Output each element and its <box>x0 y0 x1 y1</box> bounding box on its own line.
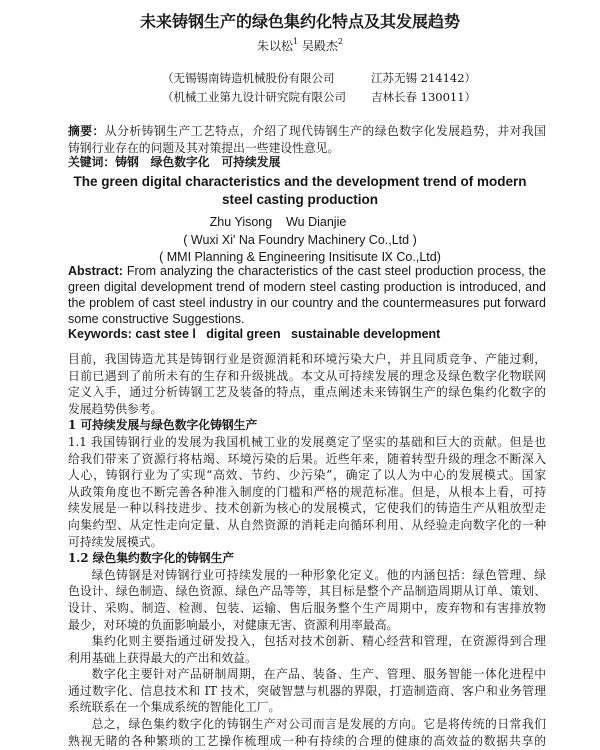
text-line: 1.1 我国铸钢行业的发展为我国机械工业的发展奠定了坚实的基础和巨大的贡献。但是也 <box>68 434 546 449</box>
text-line: 目前，我国铸造尤其是铸钢行业是资源消耗和环境污染大户，并且同质竞争、产能过剩， <box>68 352 546 366</box>
abstract-line: 铸钢行业存在的问题及其对策提出一些建设性意见。 <box>68 141 340 155</box>
affiliation-organization: （机械工业第九设计研究院有限公司 <box>162 90 346 104</box>
english-title-line: The green digital characteristics and the development trend of modern <box>73 174 527 189</box>
text-line: 发展趋势供参考。 <box>68 401 163 416</box>
text-line: 绿色铸钢是对铸钢行业可持续发展的一种形象化定义。他的内涵包括：绿色管理、绿 <box>91 567 546 582</box>
section-heading: 1 可持续发展与绿色数字化铸钢生产 <box>68 418 258 433</box>
english-author-list: Zhu Yisong Wu Dianjie <box>209 215 347 229</box>
text-line: 从政策角度也不断完善各种准入制度的门槛和严格的规范标准。但是，从根本上看，可持 <box>68 484 546 499</box>
text-line: 数字化主要针对产品研制周期，在产品、装备、生产、管理、服务智能一体化进程中 <box>91 667 546 682</box>
english-title <box>0 173 600 209</box>
text-line: 续发展是一种以科技进步、技术创新为核心的发展模式，它使我们的铸造生产从粗放型走 <box>68 501 546 516</box>
abstract-line <box>68 263 546 279</box>
text-line: 总之，绿色集约数字化的铸钢生产对公司而言是发展的方向。它是将传统的日常我们 <box>91 717 546 732</box>
abstract-english <box>68 263 546 327</box>
author-affiliation-mark: 2 <box>337 37 344 46</box>
paragraph-intensive <box>68 633 546 666</box>
text-line: 向集约型、从定性走向定量、从自然资源的消耗走向循环利用、从经验走向数字化的一种 <box>68 517 546 532</box>
abstract-line: green digital development trend of modern steel casting production is introduced, and <box>68 280 546 294</box>
subsection-heading: 1.2 绿色集约数字化的铸钢生产 <box>68 551 235 566</box>
text-line: 系统联系在一个集成系统的智能化工厂。 <box>68 700 281 715</box>
paragraph-summary <box>68 716 546 749</box>
keywords-english <box>68 326 546 342</box>
keywords-label: 关键词： <box>68 155 116 169</box>
text-line: 人心，铸钢行业为了实现“高效、节约、少污染”，确定了以人为中心的发展模式。国家 <box>68 468 546 483</box>
paragraph-digital <box>68 666 546 716</box>
affiliation-location: 吉林长春 130011） <box>371 90 477 104</box>
english-affiliation: ( MMI Planning & Engineering Insitisute Ⅸ Co.,Ltd) <box>159 250 441 264</box>
paper-title: 未来铸钢生产的绿色集约化特点及其发展趋势 <box>139 12 460 31</box>
author-affiliation-mark: 1 <box>292 37 299 46</box>
paragraph-section-1-1 <box>68 434 546 550</box>
author-name: 吴殿杰 <box>301 39 338 53</box>
keywords-chinese <box>68 154 546 171</box>
text-line: 熟视无睹的各种繁琐的工艺操作梳理成一种有持续的合理的健康的高效益的数据共享的 <box>68 733 546 748</box>
text-line: 通过数字化、信息技术和 IT 技术，突破智慧与机器的界限，打造制造商、客户和业务管理 <box>68 683 546 698</box>
english-title-line: steel casting production <box>221 192 379 207</box>
text-line: 可持续发展模式。 <box>68 534 163 549</box>
text-line: 日前已遇到了前所未有的生存和升级挑战。本文从可持续发展的理念及绿色数字化物联网 <box>68 368 546 383</box>
paragraph-intro <box>68 351 546 417</box>
author-name: 朱以松 <box>256 39 293 53</box>
affiliation-location: 江苏无锡 214142） <box>371 71 477 85</box>
text-line: 定义入手，通过分析铸钢工艺及装备的特点，重点阐述未来铸钢生产的绿色集约化数字的 <box>68 385 546 400</box>
keywords-text: cast stee l digital green sustainable development <box>135 327 441 341</box>
english-affiliation: ( Wuxi Xi' Na Foundry Machinery Co.,Ltd ) <box>183 233 417 247</box>
affiliation <box>0 70 600 86</box>
keywords-text: 铸钢 绿色数字化 可持续发展 <box>115 155 281 169</box>
text-line: 利用基础上获得最大的产出和效益。 <box>68 650 257 665</box>
abstract-text: 从分析铸钢生产工艺特点，介绍了现代铸钢生产的绿色数字化发展趋势，并对我国 <box>104 124 546 138</box>
abstract-line <box>68 123 546 140</box>
abstract-chinese <box>68 123 546 157</box>
abstract-label: 摘要： <box>68 124 105 138</box>
body-text <box>68 351 546 749</box>
paragraph-green-steel <box>68 567 546 633</box>
abstract-line: some constructive Suggestions. <box>68 312 245 326</box>
text-line: 集约化则主要指通过研发投入，包括对技术创新、精心经营和管理，在资源得到合理 <box>91 634 546 649</box>
author-list <box>0 38 600 54</box>
text-line: 色设计、绿色制造、绿色资源、绿色产品等等，其目标是整个产品制造周期从订单、策划、 <box>68 584 546 599</box>
abstract-text: From analyzing the characteristics of the cast steel production process, the <box>126 264 546 278</box>
text-line: 给我们带来了资源行将枯竭、环境污染的后果。近些年来，随着转型升级的理念不断深入 <box>68 451 546 466</box>
abstract-label: Abstract: <box>68 264 123 278</box>
affiliation <box>0 89 600 105</box>
text-line: 设计、采购、制造、检测、包装、运输、售后服务整个生产周期中，废弃物和有害排放物 <box>68 600 546 615</box>
text-line: 最少，对环境的负面影响最小，对健康无害、资源利用率最高。 <box>68 617 399 632</box>
keywords-label: Keywords: <box>68 327 132 341</box>
affiliation-organization: （无锡锡南铸造机械股份有限公司 <box>162 71 335 85</box>
abstract-line: the problem of cast steel industry in our country and the countermeasures put forward <box>68 296 546 310</box>
